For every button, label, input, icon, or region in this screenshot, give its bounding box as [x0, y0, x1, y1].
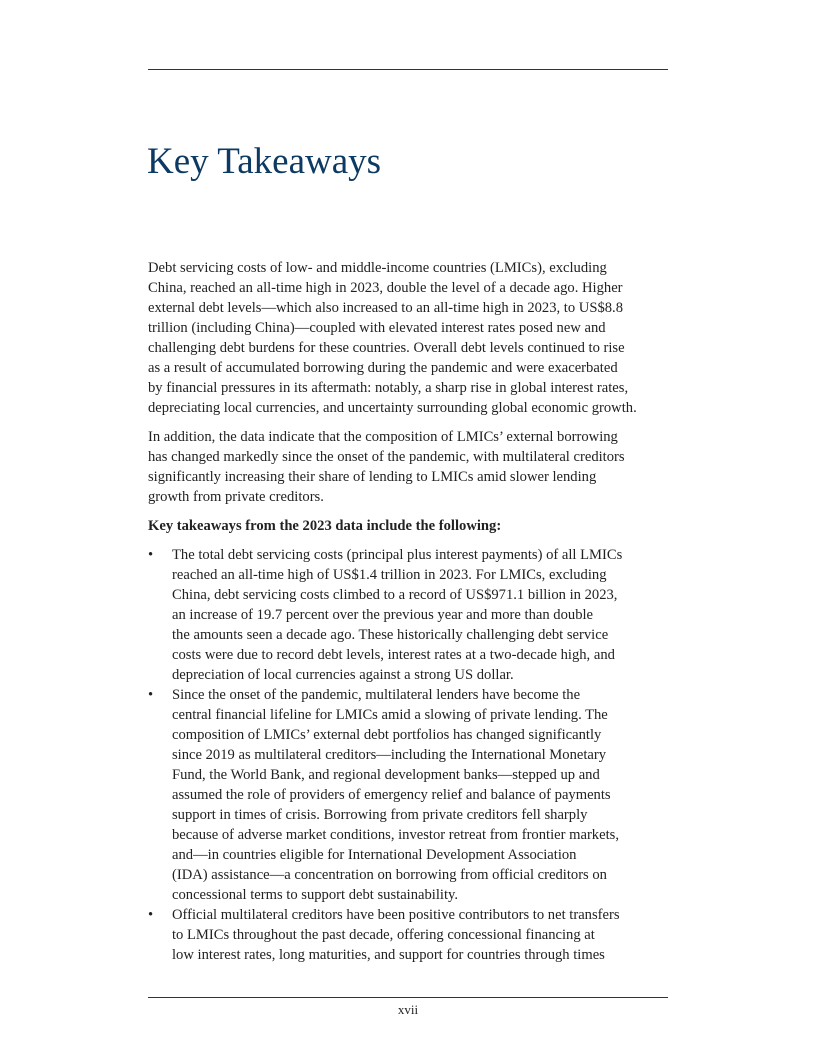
text-line: since 2019 as multilateral creditors—including the International Monetary	[172, 747, 607, 763]
text-line: China, reached an all-time high in 2023, double the level of a decade ago. Higher	[148, 280, 623, 296]
text-line: The total debt servicing costs (principal plus interest payments) of all LMICs	[172, 547, 623, 563]
text-line: the amounts seen a decade ago. These historically challenging debt service	[172, 627, 609, 643]
text-line: trillion (including China)—coupled with elevated interest rates posed new and	[148, 320, 606, 336]
text-line: In addition, the data indicate that the composition of LMICs’ external borrowing	[148, 429, 618, 445]
text-line: assumed the role of providers of emergency relief and balance of payments	[172, 787, 611, 803]
list-heading: Key takeaways from the 2023 data include the following:	[148, 518, 502, 534]
text-line: Since the onset of the pandemic, multilateral lenders have become the	[172, 687, 581, 703]
text-line: Debt servicing costs of low- and middle-income countries (LMICs), excluding	[148, 260, 607, 276]
text-line: (IDA) assistance—a concentration on borrowing from official creditors on	[172, 867, 607, 883]
text-line: Fund, the World Bank, and regional development banks—stepped up and	[172, 767, 600, 783]
text-line: concessional terms to support debt sustainability.	[172, 887, 459, 903]
text-line: to LMICs throughout the past decade, offering concessional financing at	[172, 927, 595, 943]
text-line: Official multilateral creditors have been positive contributors to net transfers	[172, 907, 620, 923]
list-item	[148, 545, 678, 685]
text-line: because of adverse market conditions, investor retreat from frontier markets,	[172, 827, 619, 843]
bullet-icon: •	[148, 687, 154, 703]
text-line: and—in countries eligible for International Development Association	[172, 847, 577, 863]
text-line: China, debt servicing costs climbed to a record of US$971.1 billion in 2023,	[172, 587, 618, 603]
bullet-icon: •	[148, 547, 154, 563]
takeaways-list	[148, 545, 678, 965]
text-line: composition of LMICs’ external debt portfolios has changed significantly	[172, 727, 602, 743]
text-line: central financial lifeline for LMICs amid a slowing of private lending. The	[172, 707, 608, 723]
text-line: depreciation of local currencies against a strong US dollar.	[172, 667, 514, 683]
text-line: significantly increasing their share of lending to LMICs amid slower lending	[148, 469, 597, 485]
bullet-icon: •	[148, 907, 154, 923]
text-line: challenging debt burdens for these countries. Overall debt levels continued to rise	[148, 340, 625, 356]
text-line: support in times of crisis. Borrowing from private creditors fell sharply	[172, 807, 588, 823]
paragraph	[148, 258, 678, 418]
text-line: an increase of 19.7 percent over the previous year and more than double	[172, 607, 594, 623]
body-text	[148, 258, 678, 965]
text-line: by financial pressures in its aftermath: notably, a sharp rise in global interest rates,	[148, 380, 629, 396]
list-item	[148, 905, 678, 965]
list-item	[148, 685, 678, 905]
text-line: reached an all-time high of US$1.4 trillion in 2023. For LMICs, excluding	[172, 567, 607, 583]
text-line: depreciating local currencies, and uncertainty surrounding global economic growth.	[148, 400, 637, 416]
text-line: growth from private creditors.	[148, 489, 324, 505]
text-line: external debt levels—which also increased to an all-time high in 2023, to US$8.8	[148, 300, 623, 316]
text-line: low interest rates, long maturities, and support for countries through times	[172, 947, 605, 963]
paragraph	[148, 427, 678, 507]
text-line: has changed markedly since the onset of the pandemic, with multilateral creditors	[148, 449, 625, 465]
text-line: as a result of accumulated borrowing during the pandemic and were exacerbated	[148, 360, 618, 376]
footer-rule	[148, 997, 668, 998]
text-line: costs were due to record debt levels, interest rates at a two-decade high, and	[172, 647, 615, 663]
header-rule	[148, 69, 668, 70]
page-number: xvii	[397, 1002, 419, 1017]
page-title: Key Takeaways	[147, 141, 382, 182]
